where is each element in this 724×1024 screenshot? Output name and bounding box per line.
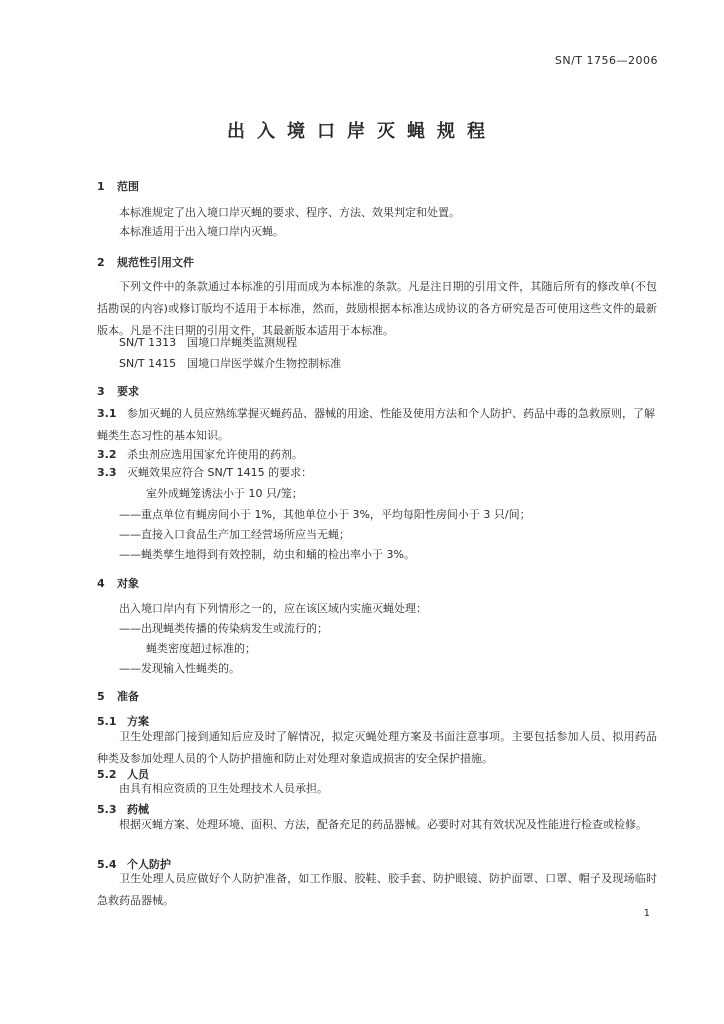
clause-5-1-paragraph: 卫生处理部门接到通知后应及时了解情况，拟定灭蝇处理方案及书面注意事项。主要包括参加人员、拟用药品种类及参加处理人员的个人防护措施和防止对处理对象造成损害的安全保护措施。	[97, 730, 657, 765]
section-4-paragraph: 出入境口岸内有下列情形之一的，应在该区域内实施灭蝇处理：	[119, 602, 427, 615]
document-title: 出入境口岸灭蝇规程	[227, 121, 497, 142]
clause-text: 参加灭蝇的人员应熟练掌握灭蝇药品、器械的用途、性能及使用方法和个人防护、药品中毒的急救原则，了解蝇类生态习性的基本知识。	[97, 407, 655, 442]
page-number: 1	[643, 908, 650, 919]
section-3-heading	[97, 383, 139, 399]
clause-number: 5.3	[97, 803, 117, 816]
clause-3-3	[97, 462, 657, 484]
section-number: 4	[97, 577, 105, 590]
clause-3-1	[97, 403, 657, 447]
clause-number: 3.1	[97, 407, 117, 420]
clause-title: 个人防护	[127, 858, 171, 871]
list-item: ——直接入口食品生产加工经营场所应当无蝇；	[119, 528, 350, 541]
section-title: 规范性引用文件	[117, 256, 194, 269]
clause-number: 5.1	[97, 715, 117, 728]
clause-title: 药械	[127, 803, 149, 816]
section-1-paragraph-1: 本标准规定了出入境口岸灭蝇的要求、程序、方法、效果判定和处置。	[119, 206, 460, 219]
list-item: ——发现输入性蝇类的。	[119, 662, 240, 675]
list-item: ——蝇类孳生地得到有效控制，幼虫和蛹的检出率小于 3%。	[119, 548, 415, 561]
clause-text: 灭蝇效果应符合 SN/T 1415 的要求：	[127, 466, 313, 479]
clause-text: 杀虫剂应选用国家允许使用的药剂。	[127, 448, 303, 461]
clause-number: 3.2	[97, 448, 117, 461]
section-2-paragraph: 下列文件中的条款通过本标准的引用而成为本标准的条款。凡是注日期的引用文件，其随后所有的修改单(不包括勘误的内容)或修订版均不适用于本标准，然而，鼓励根据本标准达成协议的各方研究是否可使用这些文件的最新版本。凡是不注日期的引用文件，其最新版本适用于本标准。	[97, 280, 657, 337]
list-item: ——出现蝇类传播的传染病发生或流行的；	[119, 622, 328, 635]
section-number: 1	[97, 180, 105, 193]
clause-title: 方案	[127, 715, 149, 728]
section-title: 准备	[117, 690, 139, 703]
normative-reference-2: SN/T 1415 国境口岸医学媒介生物控制标准	[119, 357, 342, 370]
section-5-heading	[97, 688, 139, 704]
clause-5-3-paragraph: 根据灭蝇方案、处理环境、面积、方法，配备充足的药品器械。必要时对其有效状况及性能进行检查或检修。	[119, 818, 647, 831]
clause-number: 3.3	[97, 466, 117, 479]
section-number: 5	[97, 690, 105, 703]
section-number: 2	[97, 256, 105, 269]
section-4-heading	[97, 575, 139, 591]
clause-title: 人员	[127, 768, 149, 781]
section-2-heading	[97, 254, 194, 270]
list-item: 室外成蝇笼诱法小于 10 只/笼；	[146, 487, 303, 500]
section-title: 对象	[117, 577, 139, 590]
clause-5-2-paragraph: 由具有相应资质的卫生处理技术人员承担。	[119, 782, 328, 795]
section-title: 范围	[117, 180, 139, 193]
section-1-heading	[97, 178, 139, 194]
list-item: 蝇类密度超过标准的；	[146, 642, 256, 655]
clause-number: 5.4	[97, 858, 117, 871]
list-item: ——重点单位有蝇房间小于 1%，其他单位小于 3%，平均每阳性房间小于 3 只/间；	[119, 508, 531, 521]
clause-5-4-paragraph: 卫生处理人员应做好个人防护准备，如工作服、胶鞋、胶手套、防护眼镜、防护面罩、口罩、帽子及现场临时急救药品器械。	[97, 872, 657, 907]
section-title: 要求	[117, 385, 139, 398]
section-number: 3	[97, 385, 105, 398]
standard-number: SN/T 1756—2006	[554, 54, 658, 67]
normative-reference-1: SN/T 1313 国境口岸蝇类监测规程	[119, 336, 298, 349]
section-1-paragraph-2: 本标准适用于出入境口岸内灭蝇。	[119, 225, 284, 238]
clause-number: 5.2	[97, 768, 117, 781]
